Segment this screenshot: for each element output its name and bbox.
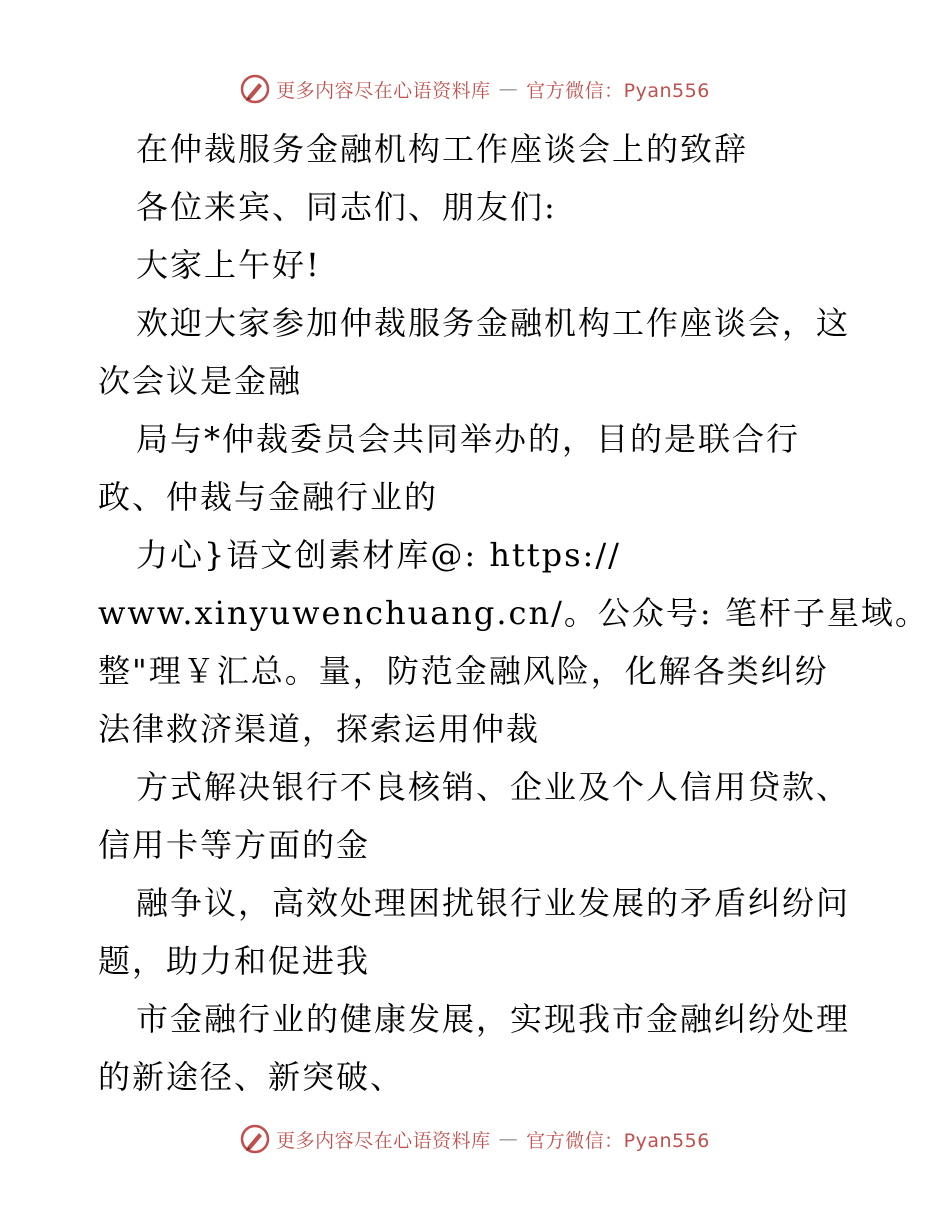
- watermark-dash: —: [498, 1128, 519, 1150]
- doc-line: 信用卡等方面的金: [98, 826, 371, 864]
- doc-line: 力心}语文创素材库@: https://: [136, 536, 621, 574]
- doc-line: 局与*仲裁委员会共同举办的，目的是联合行: [136, 420, 801, 458]
- doc-line: 的新途径、新突破、: [98, 1058, 405, 1096]
- doc-line: 融争议，高效处理困扰银行业发展的矛盾纠纷问: [136, 884, 851, 922]
- doc-line: 方式解决银行不良核销、企业及个人信用贷款、: [136, 768, 851, 806]
- doc-line: 次会议是金融: [98, 362, 303, 400]
- watermark-suffix: 官方微信：Pyan556: [526, 79, 710, 102]
- header-watermark: [0, 74, 950, 104]
- doc-line: 大家上午好!: [136, 246, 321, 284]
- doc-line: 政、仲裁与金融行业的: [98, 478, 439, 516]
- footer-watermark: [0, 1124, 950, 1154]
- doc-line: 市金融行业的健康发展，实现我市金融纠纷处理: [136, 1000, 851, 1038]
- doc-line: 欢迎大家参加仲裁服务金融机构工作座谈会，这: [136, 304, 851, 342]
- doc-title: 在仲裁服务金融机构工作座谈会上的致辞: [136, 130, 749, 168]
- doc-line: 法律救济渠道，探索运用仲裁: [98, 710, 541, 748]
- watermark-text: 更多内容尽在心语资料库: [276, 1129, 491, 1152]
- doc-line: 各位来宾、同志们、朋友们:: [136, 188, 557, 226]
- doc-line: www.xinyuwenchuang.cn/。公众号: 笔杆子星域。: [98, 594, 929, 632]
- pen-logo-icon: [240, 74, 270, 104]
- watermark-suffix: 官方微信：Pyan556: [526, 1129, 710, 1152]
- document-body: [98, 120, 929, 1106]
- watermark-dash: —: [498, 78, 519, 100]
- watermark-text: 更多内容尽在心语资料库: [276, 79, 491, 102]
- pen-logo-icon: [240, 1124, 270, 1154]
- doc-line: 题，助力和促进我: [98, 942, 371, 980]
- doc-line: 整"理￥汇总。量，防范金融风险，化解各类纠纷: [98, 652, 829, 690]
